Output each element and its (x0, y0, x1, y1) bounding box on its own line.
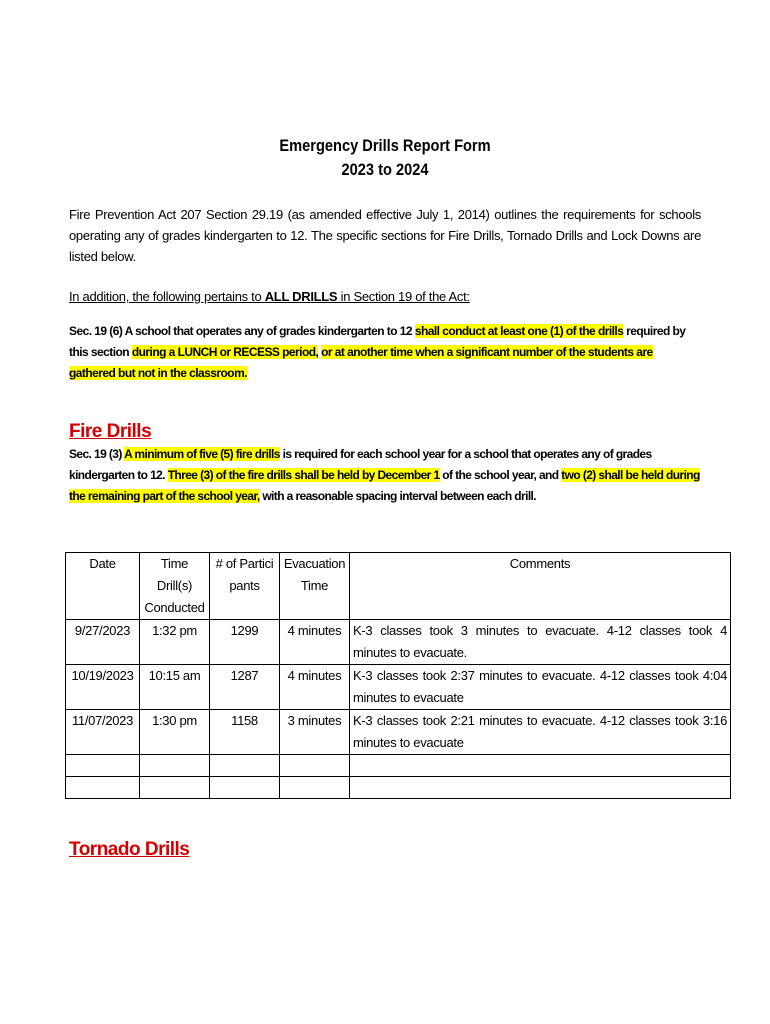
cell-comments[interactable]: K-3 classes took 2:37 minutes to evacuate. 4-12 classes took 4:04 minutes to evacuate (350, 665, 731, 710)
tornado-drills-heading: Tornado Drills (69, 839, 190, 860)
cell-comments[interactable] (350, 755, 731, 777)
intro-paragraph: Fire Prevention Act 207 Section 29.19 (as amended effective July 1, 2014) outlines the requirements for schools operating any of grades kindergarten to 12. The specific sections for Fire Drills, Tornado Drills and Lock Downs are listed below. (69, 207, 701, 264)
cell-time[interactable]: 10:15 am (140, 665, 210, 710)
addition-text-after: in Section 19 of the Act: (337, 289, 470, 304)
cell-participants[interactable]: 1158 (210, 710, 280, 755)
table-row (66, 710, 731, 755)
addition-line (69, 287, 701, 307)
cell-evacuation-time[interactable] (280, 755, 350, 777)
cell-participants[interactable] (210, 755, 280, 777)
cell-date[interactable]: 9/27/2023 (66, 620, 140, 665)
sec-19-3-highlight-1: A minimum of five (5) fire drills (124, 447, 280, 461)
sec-19-3-highlight-3: two (2) shall be held during the remaining part of the school year, (69, 468, 700, 503)
cell-date[interactable] (66, 777, 140, 799)
cell-evacuation-time[interactable]: 3 minutes (280, 710, 350, 755)
cell-time[interactable] (140, 755, 210, 777)
sec-19-6-highlight-2: during a LUNCH or RECESS period, (131, 345, 319, 359)
sec-19-6-text-2: required by this section (69, 324, 686, 359)
section-19-6-paragraph (69, 321, 701, 384)
header-time: Time Drill(s) Conducted (140, 553, 210, 620)
cell-evacuation-time[interactable]: 4 minutes (280, 665, 350, 710)
cell-evacuation-time[interactable]: 4 minutes (280, 620, 350, 665)
addition-text-before: In addition, the following pertains to (69, 289, 265, 304)
cell-date[interactable]: 10/19/2023 (66, 665, 140, 710)
cell-comments[interactable]: K-3 classes took 3 minutes to evacuate. 4-12 classes took 4 minutes to evacuate. (350, 620, 731, 665)
page-title (113, 134, 657, 182)
sec-19-3-text-3: of the school year, and (439, 468, 562, 482)
sec-19-6-text-1: Sec. 19 (6) A school that operates any of grades kindergarten to 12 (69, 324, 415, 338)
sec-19-3-text-4: with a reasonable spacing interval between each drill. (259, 489, 537, 503)
cell-participants[interactable]: 1287 (210, 665, 280, 710)
header-participants: # of Participants (210, 553, 280, 620)
all-drills-label: ALL DRILLS (264, 289, 338, 304)
header-date: Date (66, 553, 140, 620)
header-comments: Comments (350, 553, 731, 620)
cell-time[interactable]: 1:30 pm (140, 710, 210, 755)
sec-19-6-highlight-1: shall conduct at least one (1) of the drills (414, 324, 624, 338)
cell-comments[interactable] (350, 777, 731, 799)
cell-time[interactable]: 1:32 pm (140, 620, 210, 665)
header-evacuation-time: Evacuation Time (280, 553, 350, 620)
table-header-row (66, 553, 731, 620)
section-19-3-paragraph (69, 444, 701, 507)
cell-comments[interactable]: K-3 classes took 2:21 minutes to evacuate. 4-12 classes took 3:16 minutes to evacuate (350, 710, 731, 755)
table-row (66, 665, 731, 710)
document-page (69, 134, 701, 507)
fire-drills-table (65, 552, 731, 799)
cell-date[interactable]: 11/07/2023 (66, 710, 140, 755)
sec-19-3-text-1: Sec. 19 (3) (69, 447, 125, 461)
table-row-empty (66, 777, 731, 799)
fire-drills-heading: Fire Drills (69, 421, 152, 442)
sec-19-3-highlight-2: Three (3) of the fire drills shall be held by December 1 (167, 468, 440, 482)
cell-date[interactable] (66, 755, 140, 777)
sec-19-6-highlight-3: or at another time when a significant number of the students are gathered but not in the classroom. (69, 345, 653, 380)
table-row-empty (66, 755, 731, 777)
title-line-1: Emergency Drills Report Form (279, 136, 491, 155)
cell-participants[interactable]: 1299 (210, 620, 280, 665)
cell-evacuation-time[interactable] (280, 777, 350, 799)
sec-19-3-text-2: is required for each school year for a school that operates any of grades kindergarten to 12. (69, 447, 652, 482)
title-line-2: 2023 to 2024 (341, 160, 429, 179)
cell-participants[interactable] (210, 777, 280, 799)
cell-time[interactable] (140, 777, 210, 799)
table-row (66, 620, 731, 665)
